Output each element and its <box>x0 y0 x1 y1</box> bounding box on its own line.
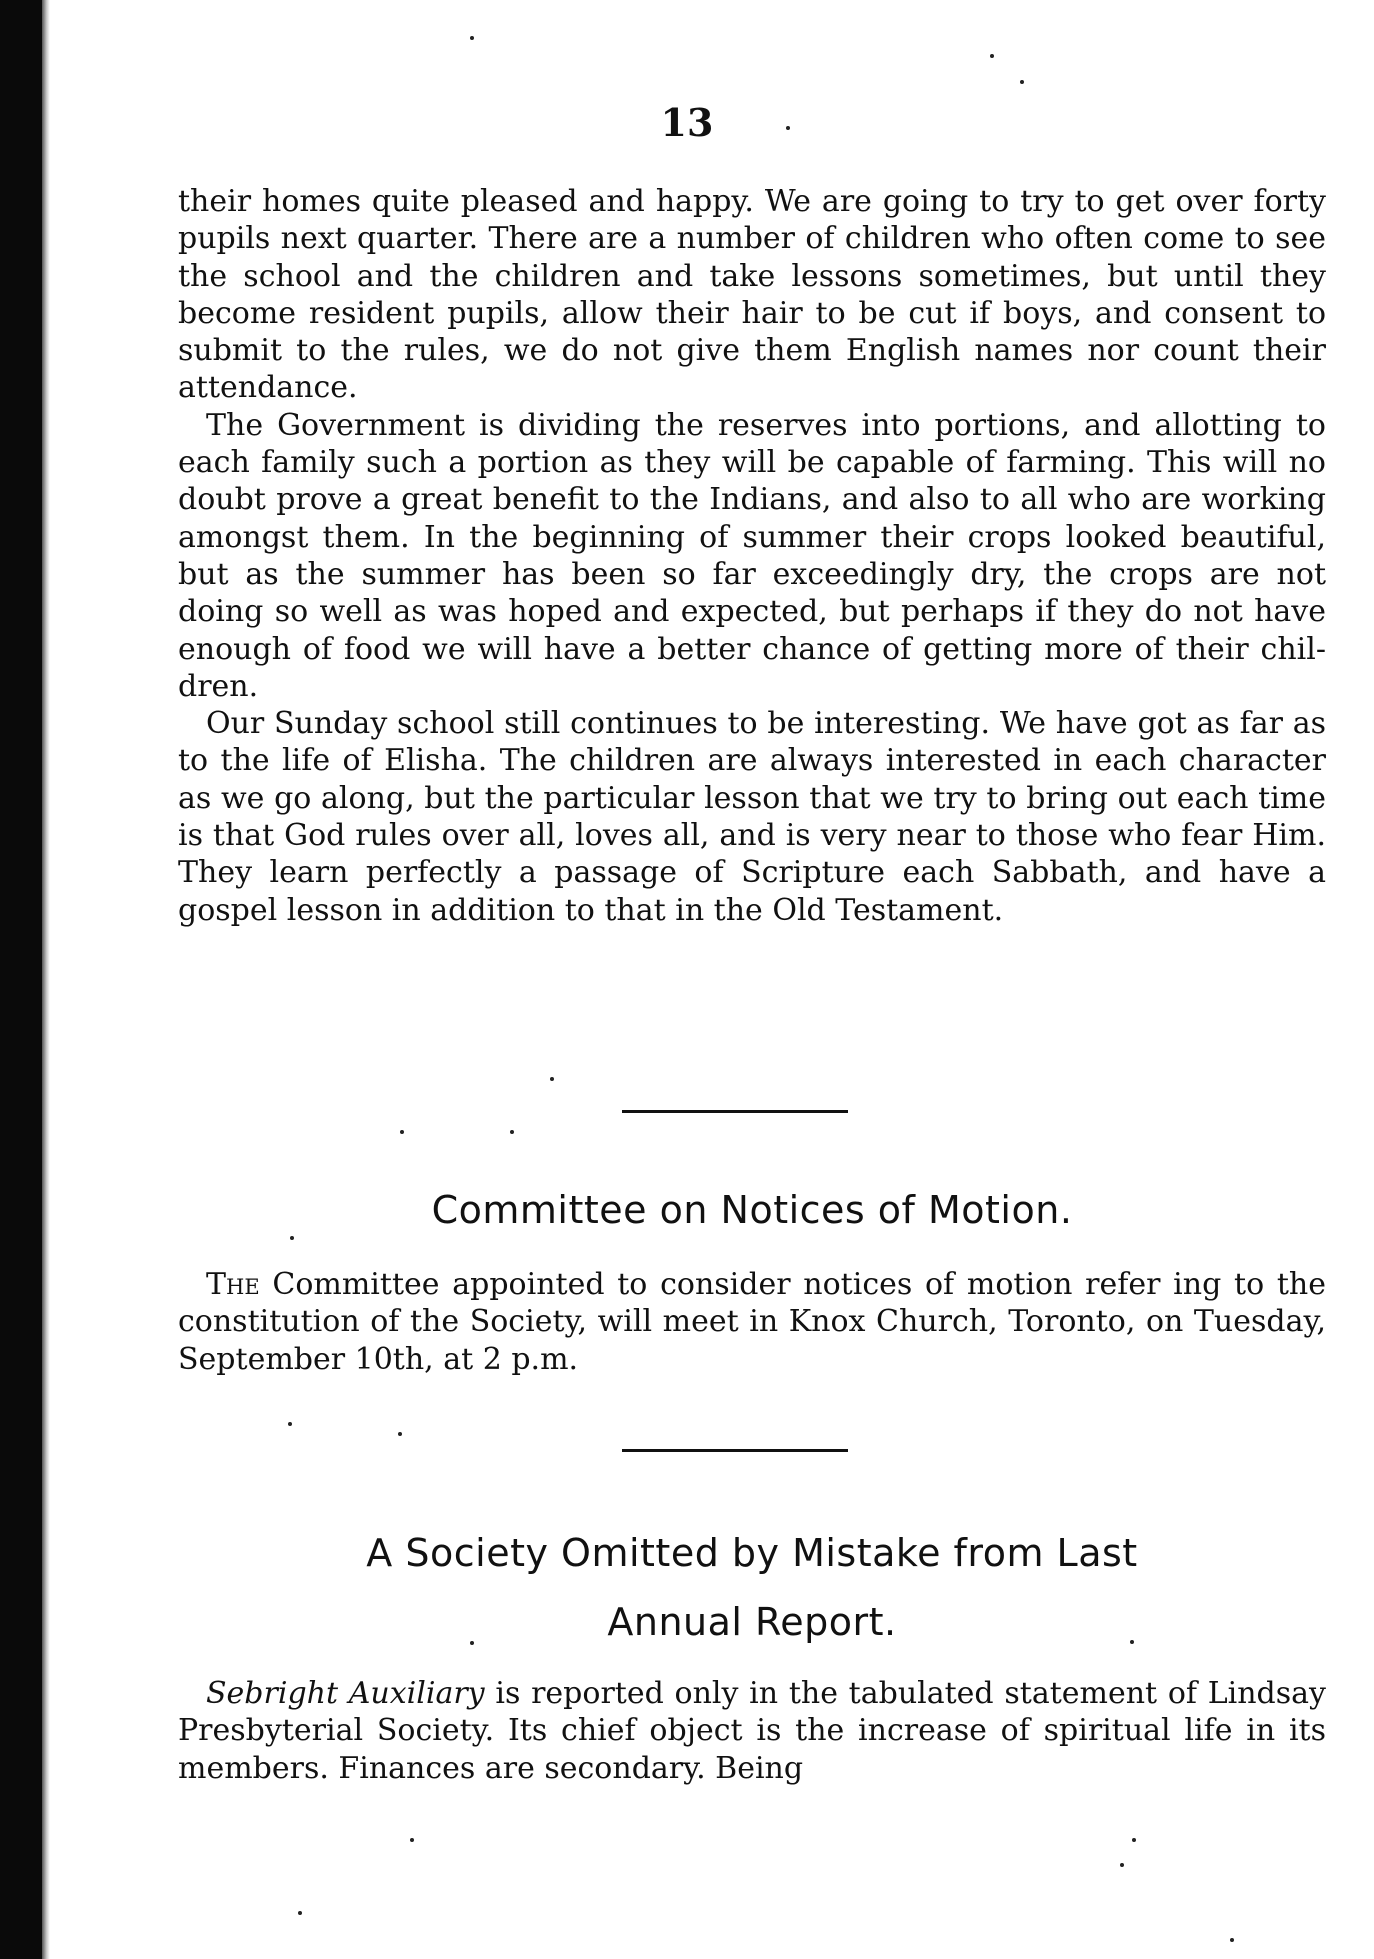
page-number: 13 <box>660 100 714 145</box>
paragraph-1: their homes quite pleased and happy. We are going to try to get over forty pupils next quarter. There are a number of children who often come to see the school and the children and take lessons sometimes, but until they become resident pupils, allow their hair to be cut if boys, and consent to submit to the rules, we do not give them English names nor count their attendance. <box>178 184 1326 406</box>
scan-speck <box>410 1838 414 1842</box>
paragraph-2-text: The Government is dividing the reserves into portions, and allotting to each family such a portion as they will be capable of farming. This will no doubt prove a great benefit to the Indians, and also to all who are working amongst them. In the beginning of summer their crops looked beautiful, but as the summer has been so far exceedingly dry, the crops are not doing so well as was hoped and expected, but perhaps if they do not have enough of food we will have a better chance of getting more of their children. <box>178 407 1326 704</box>
committee-lead-word: The <box>206 1267 260 1302</box>
scan-speck <box>470 1641 474 1645</box>
section-divider-2 <box>622 1449 848 1452</box>
scan-speck <box>290 1236 294 1240</box>
committee-paragraph <box>178 1266 1326 1378</box>
paragraph-2 <box>178 407 1326 705</box>
scan-speck <box>1230 1938 1234 1942</box>
scan-speck <box>510 1130 514 1134</box>
committee-text: Committee appointed to consider notices of motion refer ing to the constitution of the Society, will meet in Knox Church, Toronto, on Tuesday, September 10th, at 2 p.m. <box>178 1267 1326 1377</box>
scan-speck <box>400 1130 404 1134</box>
omitted-society-text: is reported only in the tabulated statement of Lindsay Presbyterial Society. Its chief object is the increase of spiritual life in its members. Finances are secondary. Being <box>178 1676 1326 1786</box>
scan-speck <box>1132 1838 1136 1842</box>
section-divider-1 <box>622 1110 848 1113</box>
body-text-top <box>178 183 1326 929</box>
scan-speck <box>1020 80 1024 84</box>
scan-speck <box>398 1432 402 1436</box>
scan-speck <box>786 126 790 130</box>
committee-notice <box>178 1266 1326 1378</box>
scan-speck <box>550 1077 554 1081</box>
paragraph-3 <box>178 705 1326 929</box>
omitted-society-notice <box>178 1675 1326 1787</box>
scan-speck <box>1130 1640 1134 1644</box>
omitted-society-heading-line-1: A Society Omitted by Mistake from Last <box>366 1531 1138 1575</box>
paragraph-3-text: Our Sunday school still continues to be interesting. We have got as far as to the life of Elisha. The children are always interested in each character as we go along, but the particular lesson that we try to bring out each time is that God rules over all, loves all, and is very near to those who fear Him. They learn perfectly a passage of Scripture each Sabbath, and have a gospel lesson in addition to that in the Old Testament. <box>178 706 1326 928</box>
committee-heading: Committee on Notices of Motion. <box>431 1188 1073 1232</box>
omitted-society-heading-line-2: Annual Report. <box>607 1600 897 1644</box>
book-spine-shadow <box>0 0 42 1959</box>
omitted-society-paragraph <box>178 1675 1326 1787</box>
scan-speck <box>288 1422 292 1426</box>
scan-speck <box>1120 1863 1124 1867</box>
auxiliary-name: Sebright Auxiliary <box>206 1676 485 1711</box>
scan-speck <box>470 36 474 40</box>
scan-speck <box>990 54 994 58</box>
scan-speck <box>298 1911 302 1915</box>
